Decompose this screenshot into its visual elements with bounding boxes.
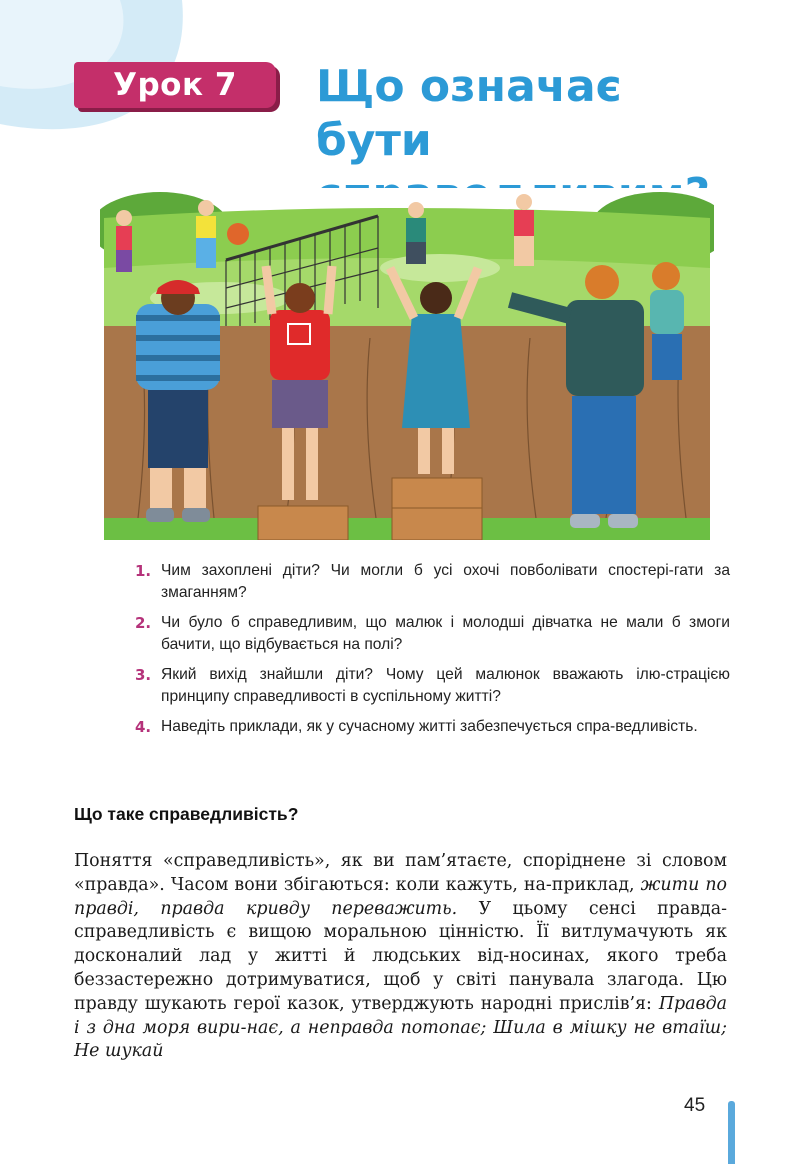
list-item xyxy=(135,664,730,708)
title-line-1: Що означає бути xyxy=(316,61,622,166)
page-number: 45 xyxy=(684,1095,706,1116)
kids-watching-volleyball-over-fence-illustration xyxy=(100,188,714,540)
body-text-part: У цьому сенсі правда-справедливість є вищою моральною цінністю. Її витлумачують як досконалий лад у житті й людських від-носинах, якого треба беззастережно дотримуватися, щоб у світі панувала злагода. Цю правду шукають герої казок, утверджують народні прислів’я: xyxy=(74,898,727,1014)
lesson-label: Урок 7 xyxy=(113,67,237,103)
body-paragraph xyxy=(74,850,727,1064)
section-heading: Що таке справедливість? xyxy=(74,804,299,824)
lesson-badge xyxy=(74,62,276,108)
question-list xyxy=(135,560,730,746)
question-number: 2. xyxy=(135,614,152,632)
question-number: 1. xyxy=(135,562,152,580)
list-item xyxy=(135,560,730,604)
list-item xyxy=(135,612,730,656)
question-text: Наведіть приклади, як у сучасному житті забезпечується спра-ведливість. xyxy=(161,718,698,735)
body-italic-quote: жити по правді, правда кривду переважить. xyxy=(74,874,728,919)
page-accent-bar xyxy=(728,1101,735,1164)
body-text-part: Поняття «справедливість», як ви пам’ятаєте, споріднене зі словом «правда». Часом вони збігаються: коли кажуть, на-приклад, xyxy=(74,851,727,895)
question-text: Який вихід знайшли діти? Чому цей малюнок вважають ілю-страцією принципу справедливості в суспільному житті? xyxy=(161,666,730,705)
question-number: 3. xyxy=(135,666,152,684)
list-item xyxy=(135,716,730,738)
question-text: Чим захоплені діти? Чи могли б усі охочі повболівати спостері-гати за змаганням? xyxy=(161,562,730,601)
question-text: Чи було б справедливим, що малюк і молодші дівчатка не мали б змоги бачити, що відбувається на полі? xyxy=(161,614,730,653)
question-number: 4. xyxy=(135,718,152,736)
body-italic-proverbs: Правда і з дна моря вири-нає, а неправда потопає; Шила в мішку не втаїш; Не шукай xyxy=(74,993,727,1062)
